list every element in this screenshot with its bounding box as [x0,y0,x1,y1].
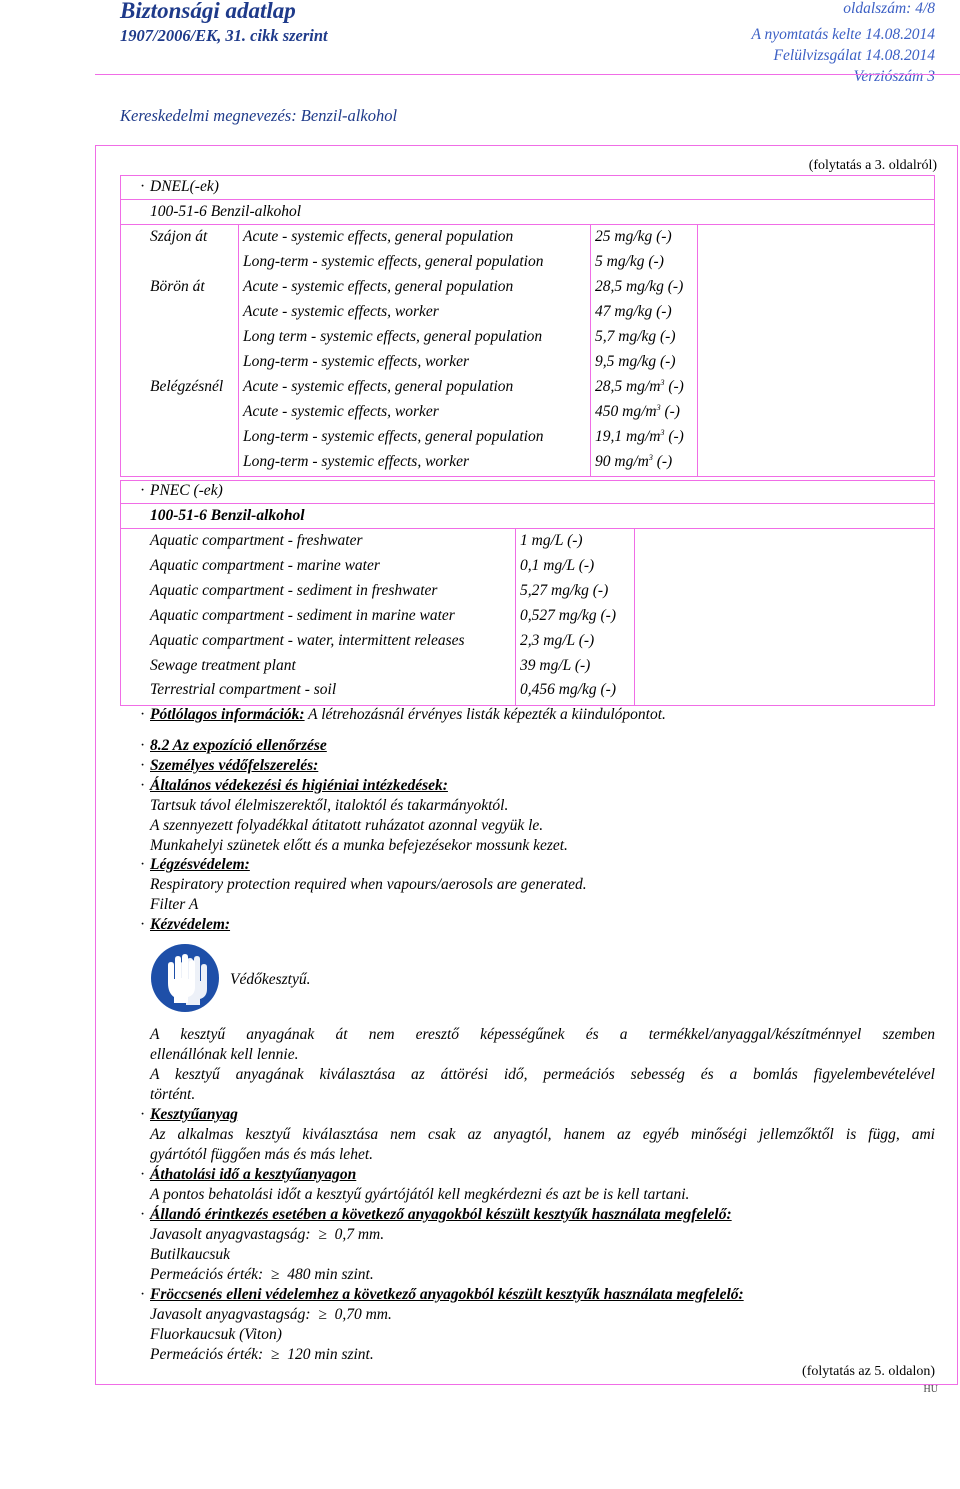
respiratory-heading: Légzésvédelem: [150,856,250,873]
language-code: HU [923,1384,938,1395]
dnel-effect: Long term - systemic effects, general population [243,328,543,345]
dnel-substance: 100-51-6 Benzil-alkohol [150,203,302,220]
permanent-contact-line: Permeációs érték: ≥ 480 min szint. [150,1266,374,1283]
regulation-reference: 1907/2006/EK, 31. cikk szerint [120,26,328,45]
document-title: Biztonsági adatlap [120,0,296,23]
dnel-route: Belégzésnél [150,378,224,395]
glove-paragraph-2: A kesztyű anyagának kiválasztása az áttörési idő, permeációs sebesség és a bomlás figyelembevételével [150,1066,935,1083]
continued-from: (folytatás a 3. oldalról) [808,158,937,173]
respiratory-line: Filter A [150,896,199,913]
glove-label: Védőkesztyű. [230,971,311,988]
dnel-value: 90 $mg/m^3$ (-) [595,453,673,471]
pnec-value: 1 mg/L (-) [520,532,583,549]
permanent-contact-line: Javasolt anyagvastagság: ≥ 0,7 mm. [150,1226,385,1243]
pnec-compartment: Terrestrial compartment - soil [150,681,337,698]
hand-protection-heading: Kézvédelem: [150,916,231,933]
pnec-divider [120,503,935,504]
continued-to: (folytatás az 5. oldalon) [802,1364,935,1379]
splash-protection-line: Javasolt anyagvastagság: ≥ 0,70 mm. [150,1306,392,1323]
pnec-compartment: Aquatic compartment - marine water [150,557,380,574]
pnec-value: 39 mg/L (-) [520,657,591,674]
dnel-value: 450 $mg/m^3$ (-) [595,403,680,421]
trade-name: Kereskedelmi megnevezés: Benzil-alkohol [120,106,398,125]
glove-material-text: Az alkalmas kesztyű kiválasztása nem csak az anyagtól, hanem az egyéb minőségi jellemzőktől is függ, ami [150,1126,935,1143]
penetration-text: A pontos behatolási időt a kesztyű gyártójától kell megkérdezni és azt be is kell tartani. [150,1186,690,1203]
splash-protection-heading: Fröccsenés elleni védelemhez a következő anyagokból készült kesztyűk használata megfelelő: [150,1286,744,1303]
hygiene-line: Tartsuk távol élelmiszerektől, italoktól és takarmányoktól. [150,797,509,814]
dnel-effect: Acute - systemic effects, worker [243,303,439,320]
dnel-value: 9,5 mg/kg (-) [595,353,676,370]
pnec-value: 0,456 mg/kg (-) [520,681,616,698]
pnec-value: 0,527 mg/kg (-) [520,607,616,624]
dnel-effect: Long-term - systemic effects, worker [243,453,469,470]
hygiene-line: A szennyezett folyadékkal átitatott ruházatot azonnal vegyük le. [150,817,544,834]
glove-material-heading: Kesztyűanyag [150,1106,238,1123]
dnel-effect: Acute - systemic effects, general population [243,228,514,245]
ppe-heading: Személyes védőfelszerelés: [150,757,319,774]
permanent-contact-heading: Állandó érintkezés esetében a következő anyagokból készült kesztyűk használata megfelelő: [150,1206,732,1223]
section-8-2-heading: 8.2 Az expozíció ellenőrzése [150,737,327,754]
glove-paragraph-1-end: ellenállónak kell lennie. [150,1046,299,1063]
pnec-compartment: Aquatic compartment - freshwater [150,532,363,549]
pnec-col-divider [634,528,635,706]
dnel-route: Szájon át [150,228,208,245]
glove-material-text-end: gyártótól függően más és más lehet. [150,1146,374,1163]
dnel-value: 5,7 mg/kg (-) [595,328,676,345]
dnel-value: 28,5 $mg/m^3$ (-) [595,378,684,396]
pnec-divider [120,528,935,529]
pnec-value: 5,27 mg/kg (-) [520,582,609,599]
dnel-effect: Long-term - systemic effects, general population [243,253,544,270]
pnec-substance: 100-51-6 Benzil-alkohol [150,507,305,524]
dnel-col-divider [238,224,239,477]
splash-protection-line: Permeációs érték: ≥ 120 min szint. [150,1346,374,1363]
pnec-compartment: Aquatic compartment - sediment in freshwater [150,582,438,599]
dnel-effect: Acute - systemic effects, general population [243,278,514,295]
dnel-divider [120,199,935,200]
pnec-value: 0,1 mg/L (-) [520,557,595,574]
additional-info: Pótlólagos információk: A létrehozásnál érvényes listák képezték a kiindulópontot. [150,706,666,723]
pnec-title: PNEC (-ek) [150,482,223,499]
version-number: Verziószám 3 [853,68,935,85]
dnel-value: 25 mg/kg (-) [595,228,672,245]
glove-paragraph-2-end: történt. [150,1086,196,1103]
print-date: A nyomtatás kelte 14.08.2014 [751,26,935,43]
dnel-value: 5 mg/kg (-) [595,253,664,270]
glove-icon [150,943,220,1013]
page-number: oldalszám: 4/8 [843,0,935,17]
dnel-divider [120,224,935,225]
dnel-col-divider [697,224,698,477]
dnel-col-divider [590,224,591,477]
hygiene-heading: Általános védekezési és higiéniai intézkedések: [150,777,448,794]
dnel-effect: Acute - systemic effects, worker [243,403,439,420]
pnec-compartment: Aquatic compartment - water, intermittent releases [150,632,465,649]
dnel-route: Börön át [150,278,205,295]
dnel-value: 19,1 $mg/m^3$ (-) [595,428,684,446]
pnec-value: 2,3 mg/L (-) [520,632,595,649]
respiratory-line: Respiratory protection required when vapours/aerosols are generated. [150,876,587,893]
glove-paragraph-1: A kesztyű anyagának át nem eresztő képességűnek és a termékkel/anyaggal/készítménnyel szemben [150,1026,935,1043]
pnec-col-divider [515,528,516,706]
header-divider [95,74,960,75]
dnel-title: DNEL(-ek) [150,178,219,195]
pnec-compartment: Aquatic compartment - sediment in marine water [150,607,455,624]
hygiene-line: Munkahelyi szünetek előtt és a munka befejezésekor mossunk kezet. [150,837,568,854]
dnel-effect: Acute - systemic effects, general population [243,378,514,395]
revision-date: Felülvizsgálat 14.08.2014 [773,47,935,64]
dnel-effect: Long-term - systemic effects, general population [243,428,544,445]
permanent-contact-line: Butilkaucsuk [150,1246,231,1263]
pnec-compartment: Sewage treatment plant [150,657,296,674]
dnel-value: 28,5 mg/kg (-) [595,278,684,295]
splash-protection-line: Fluorkaucsuk (Viton) [150,1326,282,1343]
penetration-heading: Áthatolási idő a kesztyűanyagon [150,1166,357,1183]
dnel-effect: Long-term - systemic effects, worker [243,353,469,370]
dnel-value: 47 mg/kg (-) [595,303,672,320]
